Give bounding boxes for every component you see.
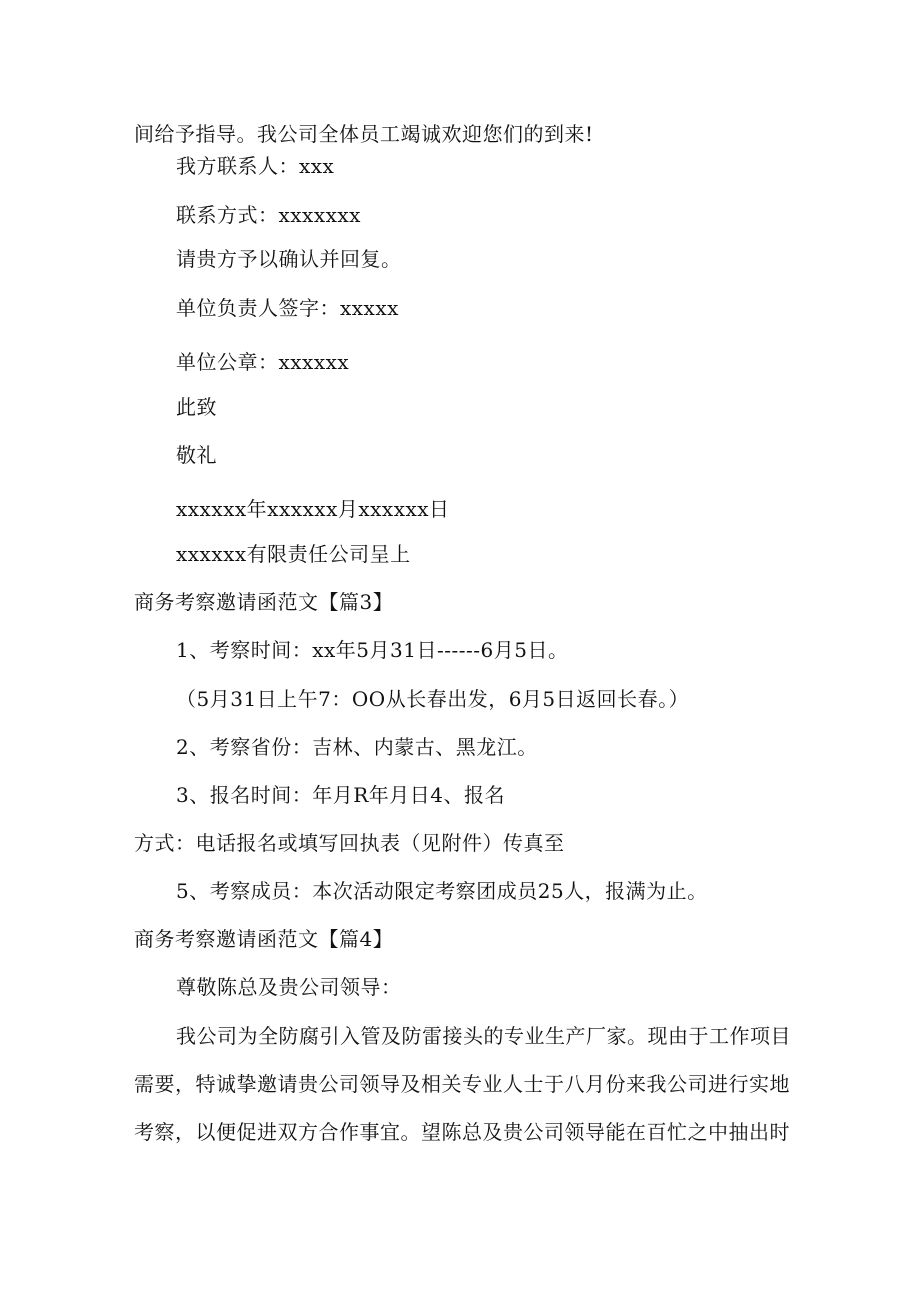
text-line-5: 单位负责人签字：xxxxx xyxy=(176,296,399,320)
text-line-15: 3、报名时间：年月R年月日4、报名 xyxy=(176,783,506,807)
text-line-14: 2、考察省份：吉林、内蒙古、黑龙江。 xyxy=(176,735,538,759)
text-line-12: 1、考察时间：xx年5月31日------6月5日。 xyxy=(176,638,569,662)
text-line-10: xxxxxx有限责任公司呈上 xyxy=(176,542,411,566)
text-line-1: 间给予指导。我公司全体员工竭诚欢迎您们的到来! xyxy=(134,122,594,146)
text-line-9: xxxxxx年xxxxxx月xxxxxx日 xyxy=(176,497,450,521)
text-line-2: 我方联系人：xxx xyxy=(176,154,335,178)
text-line-3: 联系方式：xxxxxxx xyxy=(176,203,361,227)
text-line-8: 敬礼 xyxy=(176,443,217,467)
text-line-17: 5、考察成员：本次活动限定考察团成员25人，报满为止。 xyxy=(176,879,708,903)
text-line-21: 需要，特诚挚邀请贵公司领导及相关专业人士于八月份来我公司进行实地 xyxy=(134,1072,790,1096)
text-line-19: 尊敬陈总及贵公司领导： xyxy=(176,975,402,999)
text-line-4: 请贵方予以确认并回复。 xyxy=(176,247,402,271)
text-line-13: （5月31日上午7：OO从长春出发，6月5日返回长春。） xyxy=(176,687,690,711)
text-line-16: 方式：电话报名或填写回执表（见附件）传真至 xyxy=(134,831,565,855)
text-line-7: 此致 xyxy=(176,395,217,419)
text-line-22: 考察，以便促进双方合作事宜。望陈总及贵公司领导能在百忙之中抽出时 xyxy=(134,1120,790,1144)
section-heading-4: 商务考察邀请函范文【篇4】 xyxy=(134,927,394,951)
section-heading-3: 商务考察邀请函范文【篇3】 xyxy=(134,590,394,614)
text-line-20: 我公司为全防腐引入管及防雷接头的专业生产厂家。现由于工作项目 xyxy=(176,1024,791,1048)
text-line-6: 单位公章：xxxxxx xyxy=(176,350,350,374)
